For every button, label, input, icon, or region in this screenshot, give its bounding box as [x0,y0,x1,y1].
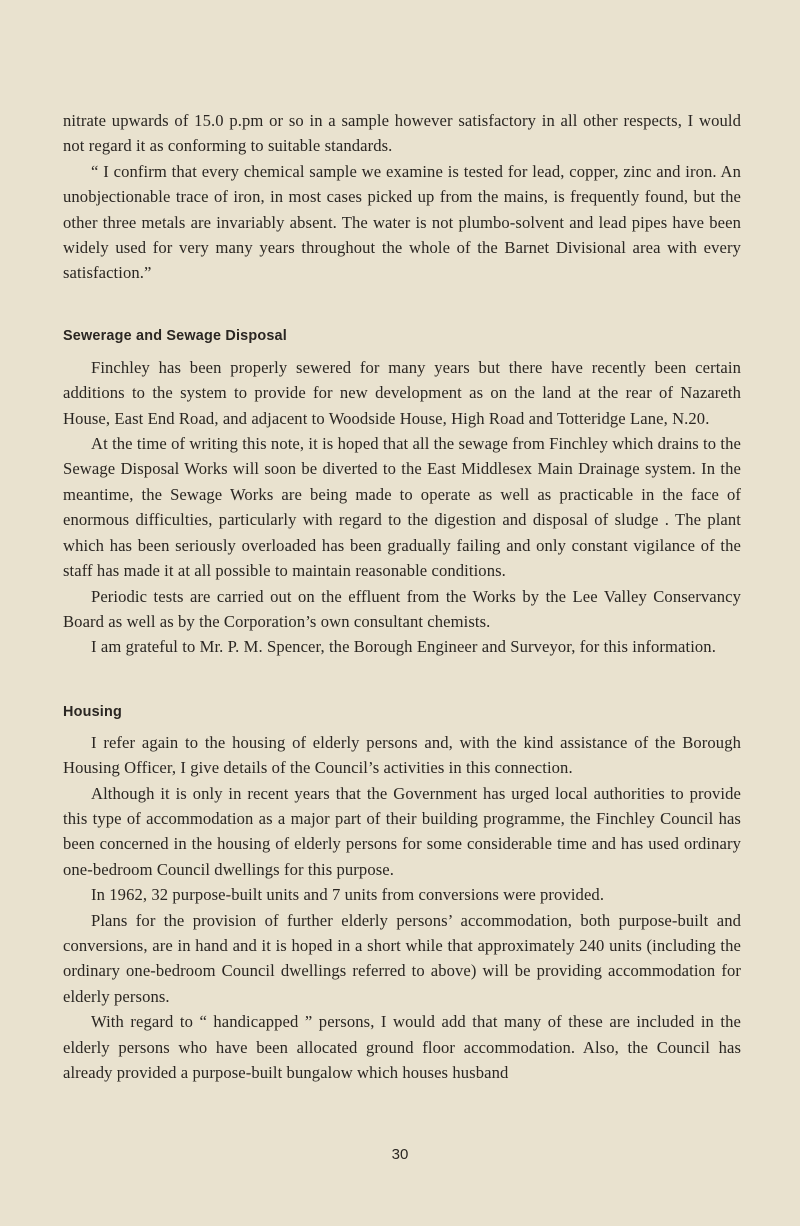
housing-paragraph-3: In 1962, 32 purpose-built units and 7 units from conversions were provided. [91,885,605,905]
sewerage-paragraph-3: Periodic tests are carried out on the effluent from the Works by the Lee Valley Conservancy Board as well as by the Corporation’s own consultant chemists. [63,586,741,631]
housing-paragraph-2: Although it is only in recent years that the Government has urged local authorities to provide this type of accommodation as a major part of their building programme, the Finchley Council has been concerned in the housing of elderly persons for some considerable time and has used ordinary one-bedroom Council dwellings for this purpose. [63,783,741,879]
sewerage-paragraph-4: I am grateful to Mr. P. M. Spencer, the Borough Engineer and Surveyor, for this information. [91,637,716,657]
intro-paragraph-2-quotation: “ I confirm that every chemical sample we examine is tested for lead, copper, zinc and iron. An unobjectionable trace of iron, in most cases picked up from the mains, is frequently found, but the other three metals are invariably absent. The water is not plumbo-solvent and lead pipes have been widely used for very many years throughout the whole of the Barnet Divisional area with every satisfaction.” [63,161,741,283]
housing-paragraph-1: I refer again to the housing of elderly persons and, with the kind assistance of the Borough Housing Officer, I give details of the Council’s activities in this connection. [63,732,741,778]
section-heading-sewerage: Sewerage and Sewage Disposal [63,327,287,344]
document-page [63,108,741,1085]
housing-paragraph-4: Plans for the provision of further elderly persons’ accommodation, both purpose-built and conversions, are in hand and it is hoped in a short while that approximately 240 units (including the ordinary one-bedroom Council dwellings referred to above) will be providing accommodation for elderly persons. [63,910,741,1006]
section-heading-housing: Housing [63,703,122,720]
intro-paragraph-1: nitrate upwards of 15.0 p.pm or so in a sample however satisfactory in all other respects, I would not regard it as conforming to suitable standards. [63,111,741,156]
page-number: 30 [391,1146,409,1163]
sewerage-paragraph-1: Finchley has been properly sewered for many years but there have recently been certain additions to the system to provide for new development as on the land at the rear of Nazareth House, East End Road, and adjacent to Woodside House, High Road and Totteridge Lane, N.20. [63,357,741,428]
sewerage-paragraph-2: At the time of writing this note, it is hoped that all the sewage from Finchley which drains to the Sewage Disposal Works will soon be diverted to the East Middlesex Main Drainage system. In the meantime, the Sewage Works are being made to operate as well as practicable in the face of enormous difficulties, particularly with regard to the digestion and disposal of sludge . The plant which has been seriously overloaded has been gradually failing and only constant vigilance of the staff has made it at all possible to maintain reasonable conditions. [63,434,741,581]
housing-paragraph-5: With regard to “ handicapped ” persons, I would add that many of these are included in the elderly persons who have been allocated ground floor accommodation. Also, the Council has already provided a purpose-built bungalow which houses husband [63,1012,741,1082]
